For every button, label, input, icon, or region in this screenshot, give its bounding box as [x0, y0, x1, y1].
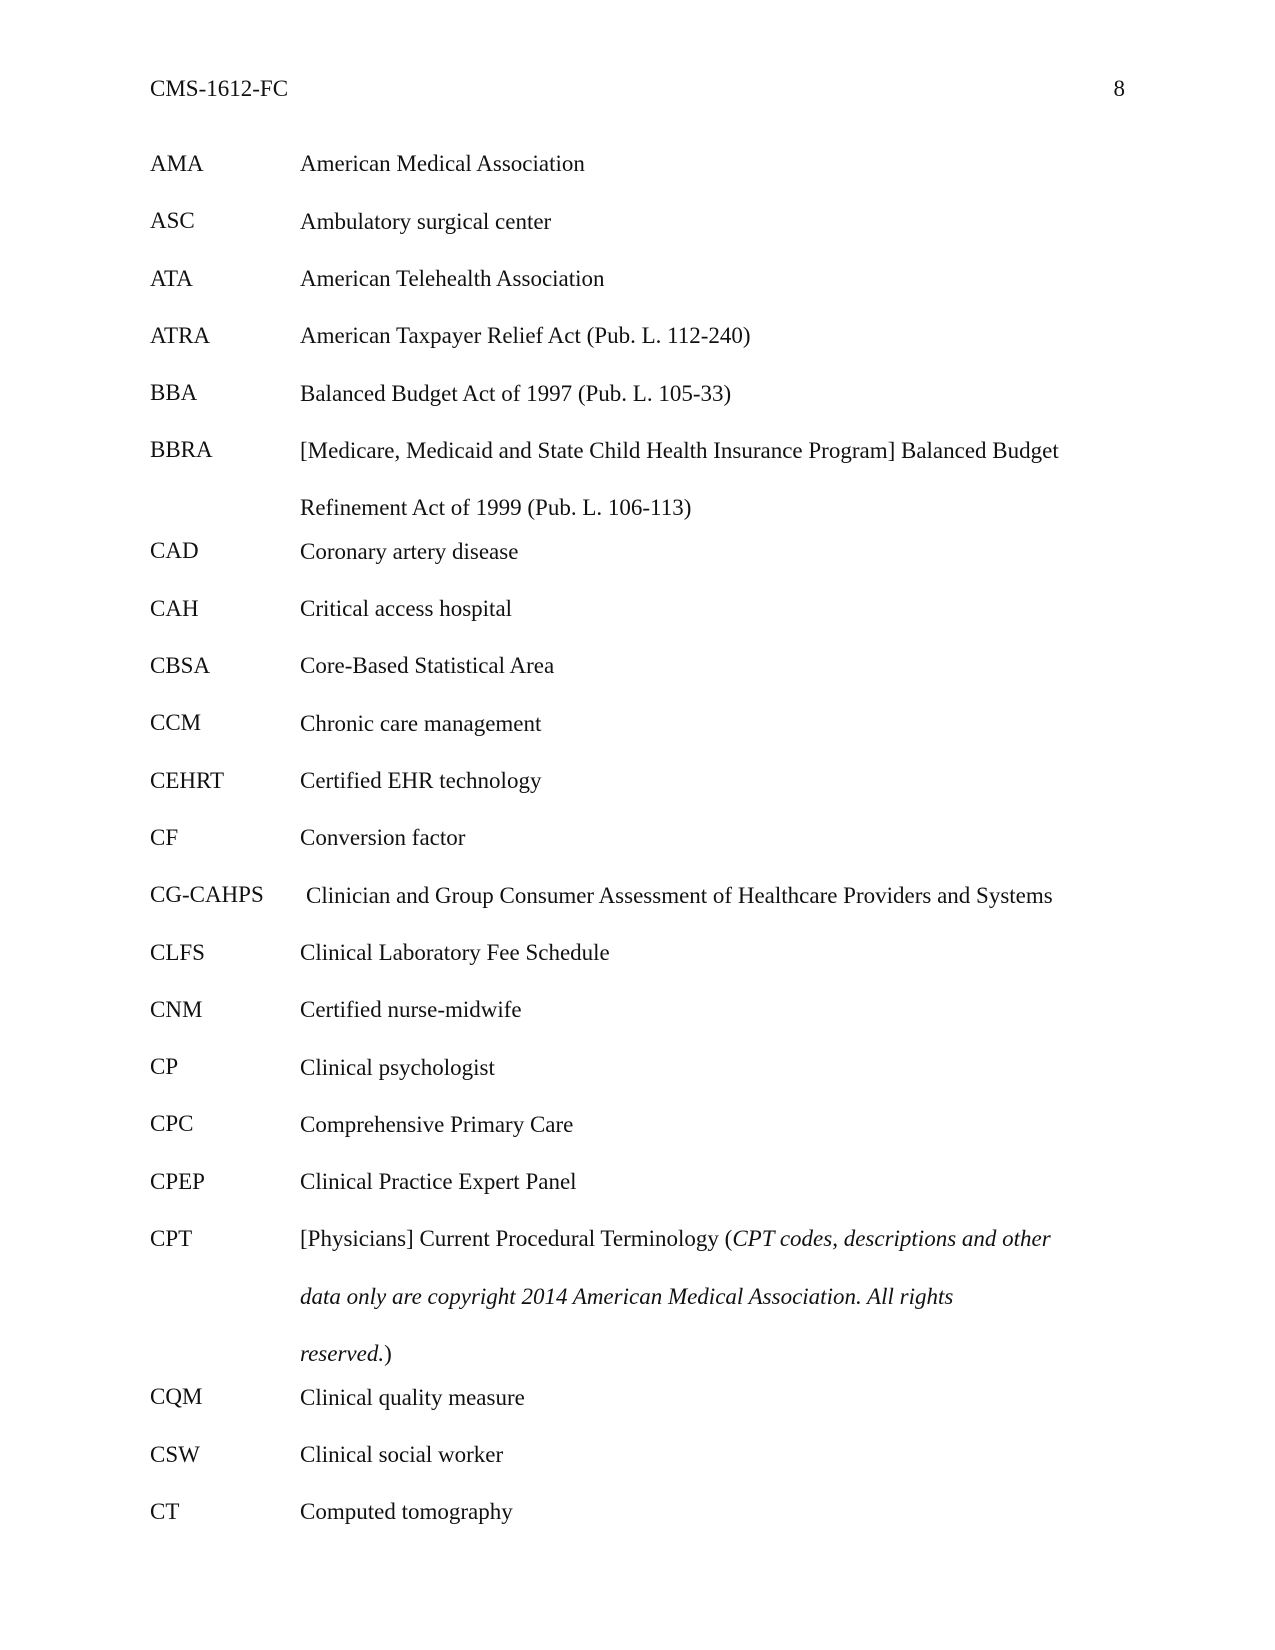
abbreviation-term: CAH: [150, 595, 199, 621]
abbreviation-term: CEHRT: [150, 767, 225, 793]
copyright-notice: CPT codes, descriptions and other: [732, 1226, 1051, 1252]
copyright-notice: data only are copyright 2014 American Medical Association. All rights: [300, 1283, 954, 1309]
abbreviation-definition: [300, 637, 1125, 694]
abbreviation-row: [150, 435, 1125, 536]
abbreviation-definition: [300, 135, 1125, 192]
abbreviation-term: CF: [150, 824, 179, 850]
abbreviation-definition: [300, 1369, 1125, 1426]
definition-line: American Telehealth Association: [300, 266, 605, 291]
definition-line: Clinical social worker: [300, 1442, 504, 1468]
abbreviation-list: [150, 149, 1125, 1554]
abbreviation-term: CQM: [150, 1384, 203, 1410]
abbreviation-definition: [300, 365, 1125, 422]
definition-line: Computed tomography: [300, 1499, 513, 1525]
abbreviation-row: [150, 1224, 1125, 1382]
abbreviation-term: CPT: [150, 1226, 193, 1252]
definition-line: Ambulatory surgical center: [300, 208, 552, 234]
definition-line: Balanced Budget Act of 1997 (Pub. L. 105-33): [300, 380, 732, 406]
copyright-notice: reserved.: [300, 1341, 385, 1367]
definition-line: Critical access hospital: [300, 596, 513, 622]
definition-line: Clinical Practice Expert Panel: [300, 1169, 577, 1195]
abbreviation-definition: [300, 1153, 1125, 1210]
abbreviation-term: BBRA: [150, 437, 213, 463]
abbreviation-term: ATRA: [150, 322, 211, 348]
abbreviation-term: AMA: [150, 151, 204, 176]
definition-line: Certified EHR technology: [300, 768, 542, 794]
abbreviation-term: ASC: [150, 208, 195, 234]
abbreviation-definition: [300, 809, 1125, 866]
abbreviation-term: CCM: [150, 710, 202, 736]
abbreviation-term: CSW: [150, 1441, 200, 1467]
abbreviation-definition: [300, 695, 1125, 752]
abbreviation-term: CPEP: [150, 1168, 205, 1194]
abbreviation-definition: [300, 867, 1125, 924]
page-number: 8: [1113, 76, 1125, 101]
definition-line: Core-Based Statistical Area: [300, 653, 555, 679]
definition-line: Refinement Act of 1999 (Pub. L. 106-113): [300, 495, 692, 521]
abbreviation-definition: [300, 1039, 1125, 1096]
abbreviation-term: CNM: [150, 996, 203, 1022]
abbreviation-term: CG-CAHPS: [150, 882, 264, 908]
abbreviation-definition: [300, 580, 1125, 637]
document-id: CMS-1612-FC: [150, 76, 289, 101]
closing-paren: ): [384, 1341, 392, 1367]
abbreviation-definition: [300, 422, 1125, 537]
definition-line: Certified nurse-midwife: [300, 997, 522, 1023]
abbreviation-definition: [300, 1210, 1125, 1382]
definition-line: American Medical Association: [300, 151, 585, 177]
abbreviation-term: CBSA: [150, 653, 211, 679]
definition-line: Clinical psychologist: [300, 1054, 495, 1080]
definition-line: American Taxpayer Relief Act (Pub. L. 112-240): [300, 323, 751, 349]
abbreviation-definition: [300, 523, 1125, 580]
definition-line: Clinical Laboratory Fee Schedule: [300, 939, 610, 965]
abbreviation-definition: [300, 1096, 1125, 1153]
definition-line: Clinical quality measure: [300, 1384, 525, 1410]
abbreviation-term: BBA: [150, 380, 198, 406]
abbreviation-term: CPC: [150, 1111, 194, 1137]
definition-text: [Physicians] Current Procedural Terminology (: [300, 1226, 733, 1252]
definition-line: Chronic care management: [300, 710, 542, 736]
abbreviation-definition: [300, 1426, 1125, 1483]
abbreviation-definition: [300, 752, 1125, 809]
abbreviation-definition: [300, 193, 1125, 250]
abbreviation-definition: [300, 1483, 1125, 1540]
abbreviation-definition: [300, 981, 1125, 1038]
definition-line: Clinician and Group Consumer Assessment of Healthcare Providers and Systems: [306, 882, 1053, 908]
abbreviation-term: CT: [150, 1498, 180, 1524]
abbreviation-definition: [300, 307, 1125, 364]
abbreviation-definition: [300, 924, 1125, 981]
abbreviation-term: CAD: [150, 538, 199, 564]
definition-line: [Medicare, Medicaid and State Child Health Insurance Program] Balanced Budget: [300, 437, 1059, 463]
abbreviation-term: CLFS: [150, 939, 205, 965]
abbreviation-term: CP: [150, 1054, 179, 1080]
abbreviation-term: ATA: [150, 265, 193, 291]
definition-line: Comprehensive Primary Care: [300, 1111, 574, 1137]
definition-line: Conversion factor: [300, 825, 466, 851]
definition-line: Coronary artery disease: [300, 538, 519, 564]
definition-line: [300, 1210, 1125, 1267]
abbreviation-definition: [300, 250, 1125, 307]
abbreviation-row: [150, 1497, 1125, 1554]
